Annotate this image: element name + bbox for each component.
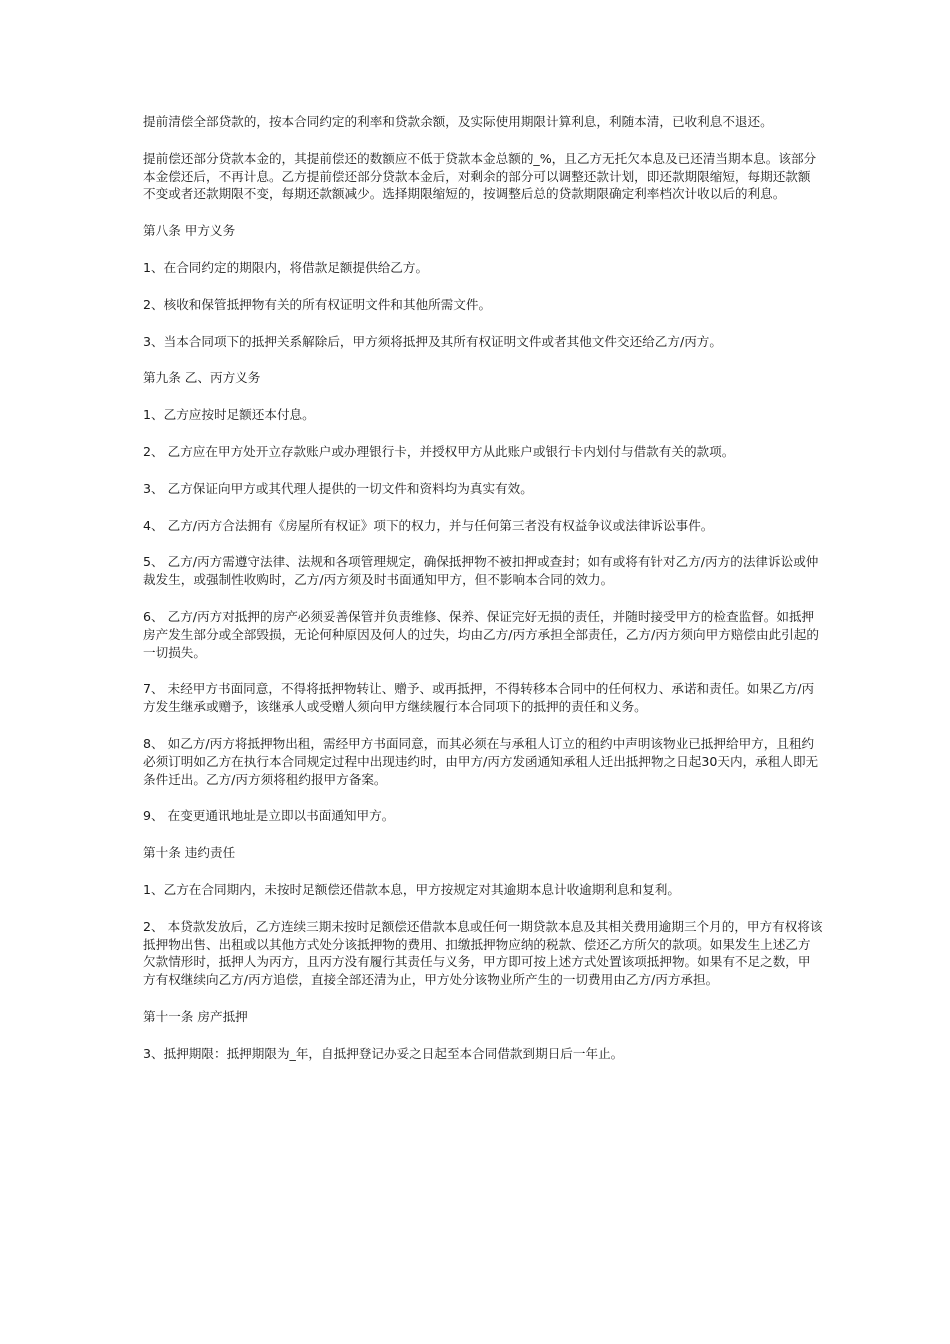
document-page xyxy=(143,113,823,1082)
list-item: 1、在合同约定的期限内，将借款足额提供给乙方。 xyxy=(143,259,429,275)
section-heading-article-9: 第九条 乙、丙方义务 xyxy=(143,370,261,386)
paragraph-early-partial-repayment: 提前偿还部分贷款本金的，其提前偿还的数额应不低于贷款本金总额的_%，且乙方无托欠本息及已还清当期本息。该部分本金偿还后，不再计息。乙方提前偿还部分贷款本金后，对剩余的部分可以调整还款计划，即还款期限缩短，每期还款额不变或者还款期限不变，每期还款额减少。选择期限缩短的，按调整后总的贷款期限确定利率档次计收以后的利息。 xyxy=(143,150,817,202)
list-item: 1、乙方应按时足额还本付息。 xyxy=(143,407,315,423)
list-item: 2、 本贷款发放后，乙方连续三期未按时足额偿还借款本息或任何一期贷款本息及其相关费用逾期三个月的，甲方有权将该抵押物出售、出租或以其他方式处分该抵押物的费用、扣缴抵押物应纳的税款、偿还乙方所欠的款项。如果发生上述乙方欠款情形时，抵押人为丙方，且丙方没有履行其责任与义务，甲方即可按上述方式处置该项抵押物。如果有不足之数，甲方有权继续向乙方/丙方追偿，直接全部还清为止，甲方处分该物业所产生的一切费用由乙方/丙方承担。 xyxy=(143,918,823,988)
list-item: 7、 未经甲方书面同意，不得将抵押物转让、赠予、或再抵押，不得转移本合同中的任何权力、承诺和责任。如果乙方/丙方发生继承或赠予，该继承人或受赠人须向甲方继续履行本合同项下的抵押的责任和义务。 xyxy=(143,681,815,715)
paragraph-early-full-repayment: 提前清偿全部贷款的，按本合同约定的利率和贷款余额，及实际使用期限计算利息，利随本清，已收利息不退还。 xyxy=(143,114,773,129)
list-item: 2、核收和保管抵押物有关的所有权证明文件和其他所需文件。 xyxy=(143,296,492,312)
list-item: 2、 乙方应在甲方处开立存款账户或办理银行卡，并授权甲方从此账户或银行卡内划付与借款有关的款项。 xyxy=(143,443,735,459)
list-item: 3、当本合同项下的抵押关系解除后，甲方须将抵押及其所有权证明文件或者其他文件交还给乙方/丙方。 xyxy=(143,333,722,349)
list-item: 3、抵押期限：抵押期限为_年，自抵押登记办妥之日起至本合同借款到期日后一年止。 xyxy=(143,1045,624,1061)
list-item: 3、 乙方保证向甲方或其代理人提供的一切文件和资料均为真实有效。 xyxy=(143,480,533,496)
list-item: 8、 如乙方/丙方将抵押物出租，需经甲方书面同意，而其必须在与承租人订立的租约中声明该物业已抵押给甲方，且租约必须订明如乙方在执行本合同规定过程中出现违约时，由甲方/丙方发函通知承租人迁出抵押物之日起30天内，承租人即无条件迁出。乙方/丙方须将租约报甲方备案。 xyxy=(143,735,819,787)
list-item: 6、 乙方/丙方对抵押的房产必须妥善保管并负责维修、保养、保证完好无损的责任，并随时接受甲方的检查监督。如抵押房产发生部分或全部毁损，无论何种原因及何人的过失，均由乙方/丙方承担全部责任，乙方/丙方须向甲方赔偿由此引起的一切损失。 xyxy=(143,608,819,660)
section-heading-article-10: 第十条 违约责任 xyxy=(143,845,236,861)
list-item: 5、 乙方/丙方需遵守法律、法规和各项管理规定，确保抵押物不被扣押或查封；如有或将有针对乙方/丙方的法律诉讼或仲裁发生，或强制性收购时，乙方/丙方须及时书面通知甲方，但不影响本合同的效力。 xyxy=(143,554,819,588)
list-item: 4、 乙方/丙方合法拥有《房屋所有权证》项下的权力，并与任何第三者没有权益争议或法律诉讼事件。 xyxy=(143,517,714,533)
list-item: 1、乙方在合同期内，未按时足额偿还借款本息，甲方按规定对其逾期本息计收逾期利息和复利。 xyxy=(143,881,680,897)
section-heading-article-11: 第十一条 房产抵押 xyxy=(143,1008,248,1024)
list-item: 9、 在变更通讯地址是立即以书面通知甲方。 xyxy=(143,808,395,824)
section-heading-article-8: 第八条 甲方义务 xyxy=(143,223,236,239)
